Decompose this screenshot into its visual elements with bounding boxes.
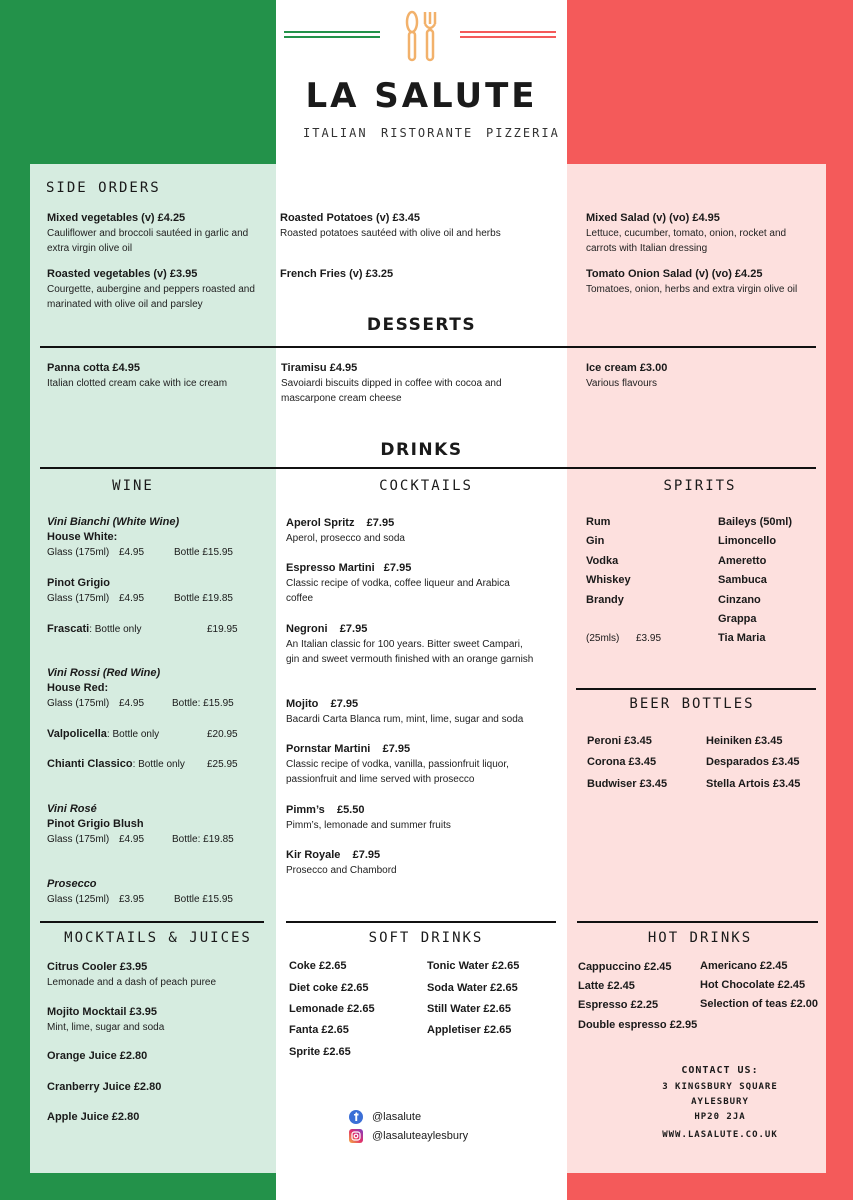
item-desc: Mint, lime, sugar and soda bbox=[47, 1022, 165, 1033]
soft-drinks-heading: SOFT DRINKS bbox=[368, 930, 484, 946]
hot-drinks-divider bbox=[577, 921, 818, 923]
cocktail-item bbox=[286, 516, 536, 546]
hot-drink-item: Hot Chocolate £2.45 bbox=[700, 979, 806, 991]
item-desc: Prosecco and Chambord bbox=[286, 865, 397, 876]
logo-line-red-2 bbox=[460, 36, 556, 38]
frascati-label: Frascati bbox=[47, 623, 90, 635]
dessert-item bbox=[586, 361, 806, 391]
item-desc: Courgette, aubergine and peppers roasted and marinated with olive oil and parsley bbox=[47, 284, 255, 310]
hot-drink-item: Latte £2.45 bbox=[578, 980, 635, 992]
mocktail-item: Cranberry Juice £2.80 bbox=[47, 1081, 162, 1093]
valpolicella-note: : Bottle only bbox=[106, 729, 160, 740]
prosecco-bottle: Bottle £15.95 bbox=[174, 894, 233, 905]
frascati-row bbox=[47, 623, 141, 635]
item-desc: Aperol, prosecco and soda bbox=[286, 533, 405, 544]
facebook-row[interactable] bbox=[349, 1110, 421, 1124]
beer-item: Stella Artois £3.45 bbox=[706, 778, 801, 790]
drinks-heading: DRINKS bbox=[380, 440, 463, 460]
house-white-glass: Glass (175ml) bbox=[47, 547, 110, 558]
item-desc: Cauliflower and broccoli sautéed in garlic and extra virgin olive oil bbox=[47, 228, 249, 254]
hot-drink-item: Double espresso £2.95 bbox=[578, 1019, 698, 1031]
cocktail-item bbox=[286, 742, 526, 787]
soft-drink-item: Coke £2.65 bbox=[289, 960, 347, 972]
side-item bbox=[586, 267, 821, 297]
cocktail-item bbox=[286, 803, 536, 833]
blush-bottle: Bottle: £19.85 bbox=[172, 834, 234, 845]
contact-block bbox=[600, 1063, 840, 1143]
page-title: LA SALUTE bbox=[305, 76, 538, 116]
blush-glass-price: £4.95 bbox=[119, 834, 145, 845]
spirit-item: Tia Maria bbox=[718, 632, 766, 644]
house-white-label: House White: bbox=[47, 531, 118, 543]
side-item bbox=[280, 267, 560, 282]
hot-drink-item: Americano £2.45 bbox=[700, 960, 788, 972]
chianti-label: Chianti Classico bbox=[47, 758, 133, 770]
side-item bbox=[280, 211, 560, 241]
prosecco-glass-price: £3.95 bbox=[119, 894, 145, 905]
spirits-heading: SPIRITS bbox=[663, 478, 737, 494]
valpolicella-label: Valpolicella bbox=[47, 728, 107, 740]
logo-line-green-2 bbox=[284, 36, 380, 38]
cocktail-item bbox=[286, 622, 536, 667]
hot-drink-item: Espresso £2.25 bbox=[578, 999, 659, 1011]
mocktails-divider bbox=[40, 921, 264, 923]
wine-heading: WINE bbox=[112, 478, 154, 494]
soft-drink-item: Diet coke £2.65 bbox=[289, 982, 369, 994]
item-desc: Various flavours bbox=[586, 378, 657, 389]
instagram-icon bbox=[349, 1129, 363, 1143]
cocktail-item bbox=[286, 848, 536, 878]
item-name: Mixed vegetables (v) £4.25 bbox=[47, 212, 186, 224]
desserts-heading: DESSERTS bbox=[366, 315, 477, 335]
prosecco-glass: Glass (125ml) bbox=[47, 894, 110, 905]
soft-drink-item: Sprite £2.65 bbox=[289, 1046, 351, 1058]
instagram-row[interactable] bbox=[349, 1129, 468, 1143]
chianti-price: £25.95 bbox=[207, 759, 238, 770]
item-name: Mojito Mocktail £3.95 bbox=[47, 1006, 158, 1018]
desserts-divider bbox=[40, 346, 816, 348]
house-white-bottle: Bottle £15.95 bbox=[174, 547, 233, 558]
prosecco-title: Prosecco bbox=[47, 878, 97, 890]
frascati-note: : Bottle only bbox=[89, 624, 142, 635]
soft-drink-item: Appletiser £2.65 bbox=[427, 1024, 512, 1036]
item-desc: Italian clotted cream cake with ice cream bbox=[47, 378, 228, 389]
item-desc: Lettuce, cucumber, tomato, onion, rocket and carrots with Italian dressing bbox=[586, 228, 787, 254]
item-name: Espresso Martini £7.95 bbox=[286, 562, 412, 574]
valpolicella-row bbox=[47, 728, 159, 740]
house-white-glass-price: £4.95 bbox=[119, 547, 145, 558]
item-name: Pimm’s £5.50 bbox=[286, 804, 365, 816]
house-red-bottle: Bottle: £15.95 bbox=[172, 698, 234, 709]
blush-glass: Glass (175ml) bbox=[47, 834, 110, 845]
item-name: Citrus Cooler £3.95 bbox=[47, 961, 148, 973]
hot-drinks-heading: HOT DRINKS bbox=[647, 930, 753, 946]
hot-drink-item: Cappuccino £2.45 bbox=[578, 961, 672, 973]
side-item bbox=[47, 267, 262, 312]
spirit-item: Rum bbox=[586, 516, 611, 528]
soft-drink-item: Soda Water £2.65 bbox=[427, 982, 518, 994]
cocktail-item bbox=[286, 561, 526, 606]
spirit-item: Whiskey bbox=[586, 574, 631, 586]
item-name: Aperol Spritz £7.95 bbox=[286, 517, 395, 529]
mocktails-heading: MOCKTAILS & JUICES bbox=[64, 930, 252, 946]
item-name: Pornstar Martini £7.95 bbox=[286, 743, 411, 755]
item-desc: Classic recipe of vodka, coffee liqueur and Arabica coffee bbox=[286, 578, 510, 604]
red-wine-title: Vini Rossi (Red Wine) bbox=[47, 667, 161, 679]
contact-heading: CONTACT US: bbox=[681, 1065, 759, 1076]
side-item bbox=[586, 211, 811, 256]
house-red-label: House Red: bbox=[47, 682, 109, 694]
side-orders-heading: SIDE ORDERS bbox=[46, 180, 161, 196]
spirit-item: Gin bbox=[586, 535, 605, 547]
item-name: French Fries (v) £3.25 bbox=[280, 268, 394, 280]
item-desc: Tomatoes, onion, herbs and extra virgin olive oil bbox=[586, 284, 798, 295]
cocktails-heading: COCKTAILS bbox=[379, 478, 473, 494]
soft-drink-item: Tonic Water £2.65 bbox=[427, 960, 520, 972]
mocktail-item bbox=[47, 1005, 267, 1035]
item-name: Negroni £7.95 bbox=[286, 623, 368, 635]
spirit-item: Brandy bbox=[586, 594, 624, 606]
mocktail-item: Orange Juice £2.80 bbox=[47, 1050, 148, 1062]
soft-drink-item: Lemonade £2.65 bbox=[289, 1003, 375, 1015]
blush-label: Pinot Grigio Blush bbox=[47, 818, 144, 830]
chianti-note: : Bottle only bbox=[132, 759, 185, 770]
item-name: Roasted Potatoes (v) £3.45 bbox=[280, 212, 420, 224]
cocktail-item bbox=[286, 697, 546, 727]
item-name: Roasted vegetables (v) £3.95 bbox=[47, 268, 198, 280]
pinot-glass-price: £4.95 bbox=[119, 593, 145, 604]
beer-item: Budwiser £3.45 bbox=[587, 778, 668, 790]
beer-item: Desparados £3.45 bbox=[706, 756, 800, 768]
house-red-glass-price: £4.95 bbox=[119, 698, 145, 709]
item-name: Tiramisu £4.95 bbox=[281, 362, 358, 374]
contact-address-line: HP20 2JA bbox=[694, 1112, 746, 1122]
subtitle-pizzeria: PIZZERIA bbox=[486, 126, 560, 140]
facebook-handle: @lasalute bbox=[372, 1111, 422, 1123]
spirit-measure: (25mls) bbox=[586, 633, 620, 644]
item-desc: Savoiardi biscuits dipped in coffee with cocoa and mascarpone cream cheese bbox=[281, 378, 502, 404]
logo-line-green bbox=[284, 31, 380, 33]
item-desc: Pimm’s, lemonade and summer fruits bbox=[286, 820, 451, 831]
beer-item: Heiniken £3.45 bbox=[706, 735, 783, 747]
item-desc: Roasted potatoes sautéed with olive oil and herbs bbox=[280, 228, 501, 239]
item-desc: Classic recipe of vodka, vanilla, passionfruit liquor, passionfruit and lime served with prosecco bbox=[286, 759, 509, 785]
subtitle-ristorante: RISTORANTE bbox=[381, 126, 474, 140]
item-name: Kir Royale £7.95 bbox=[286, 849, 381, 861]
mocktail-item bbox=[47, 960, 267, 990]
item-name: Tomato Onion Salad (v) (vo) £4.25 bbox=[586, 268, 763, 280]
spirit-item: Ameretto bbox=[718, 555, 767, 567]
white-wine-title: Vini Bianchi (White Wine) bbox=[47, 516, 180, 528]
logo-line-red bbox=[460, 31, 556, 33]
side-item bbox=[47, 211, 257, 256]
soft-drink-item: Still Water £2.65 bbox=[427, 1003, 511, 1015]
spirit-item: Baileys (50ml) bbox=[718, 516, 792, 528]
spirit-item: Cinzano bbox=[718, 594, 761, 606]
spirit-item: Sambuca bbox=[718, 574, 767, 586]
item-name: Panna cotta £4.95 bbox=[47, 362, 140, 374]
facebook-icon bbox=[349, 1110, 363, 1124]
hot-drink-item: Selection of teas £2.00 bbox=[700, 998, 818, 1010]
item-name: Ice cream £3.00 bbox=[586, 362, 668, 374]
beer-heading: BEER BOTTLES bbox=[629, 696, 755, 712]
pinot-grigio-label: Pinot Grigio bbox=[47, 577, 110, 589]
item-name: Mixed Salad (v) (vo) £4.95 bbox=[586, 212, 720, 224]
pinot-bottle: Bottle £19.85 bbox=[174, 593, 233, 604]
beer-item: Corona £3.45 bbox=[587, 756, 657, 768]
drinks-divider bbox=[40, 467, 816, 469]
pinot-glass: Glass (175ml) bbox=[47, 593, 110, 604]
item-name: Mojito £7.95 bbox=[286, 698, 359, 710]
beer-divider bbox=[576, 688, 816, 690]
rose-wine-title: Vini Rosé bbox=[47, 803, 97, 815]
soft-drink-item: Fanta £2.65 bbox=[289, 1024, 349, 1036]
contact-address-line: AYLESBURY bbox=[691, 1097, 749, 1107]
instagram-handle: @lasaluteaylesbury bbox=[372, 1130, 469, 1142]
dessert-item bbox=[281, 361, 521, 406]
spirit-item: Grappa bbox=[718, 613, 757, 625]
contact-address-line: 3 KINGSBURY SQUARE bbox=[662, 1082, 778, 1092]
house-red-glass: Glass (175ml) bbox=[47, 698, 110, 709]
dessert-item bbox=[47, 361, 267, 391]
spirit-price: £3.95 bbox=[636, 633, 662, 644]
spirit-item: Vodka bbox=[586, 555, 619, 567]
soft-drinks-divider bbox=[286, 921, 556, 923]
subtitle-italian: ITALIAN bbox=[303, 126, 368, 140]
spirit-item: Limoncello bbox=[718, 535, 777, 547]
chianti-row bbox=[47, 758, 185, 770]
website-link[interactable]: WWW.LASALUTE.CO.UK bbox=[662, 1130, 778, 1140]
item-desc: Lemonade and a dash of peach puree bbox=[47, 977, 217, 988]
beer-item: Peroni £3.45 bbox=[587, 735, 652, 747]
item-desc: Bacardi Carta Blanca rum, mint, lime, sugar and soda bbox=[286, 714, 524, 725]
frascati-price: £19.95 bbox=[207, 624, 238, 635]
item-desc: An Italian classic for 100 years. Bitter sweet Campari, gin and sweet vermouth finished with an orange garnish bbox=[286, 639, 534, 665]
valpolicella-price: £20.95 bbox=[207, 729, 238, 740]
cutlery-logo-icon bbox=[400, 8, 444, 64]
mocktail-item: Apple Juice £2.80 bbox=[47, 1111, 140, 1123]
